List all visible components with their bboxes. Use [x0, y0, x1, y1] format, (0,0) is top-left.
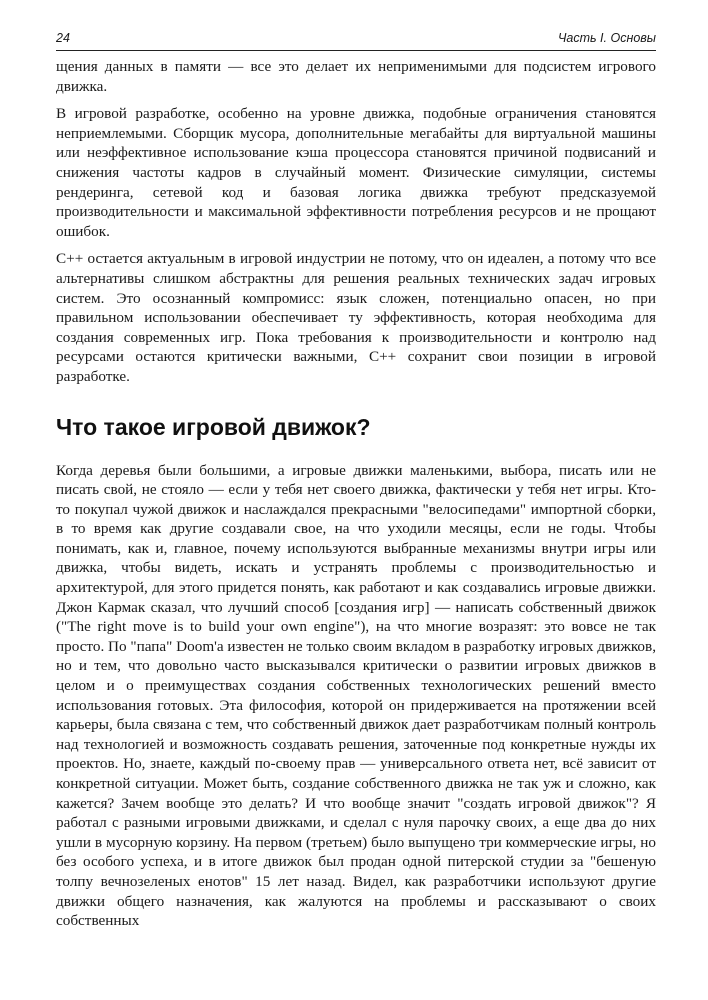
- section-heading: Что такое игровой движок?: [56, 413, 371, 440]
- running-header: [56, 28, 656, 51]
- paragraph: Когда деревья были большими, а игровые движки маленькими, выбора, писать или не писать свой, не стояло — если у тебя нет своего движка, фактически у тебя нет игры. Кто-то покупал чужой движок и наслаждался прекрасными "велосипедами" импортной сборки, в то время как другие создавали свое, на что уходили месяцы, если не годы. Чтобы понимать, как и, главное, почему используются выбранные механизмы внутри игры или движка, чтобы видеть, искать и устранять проблемы с производительностью и архитектурой, для этого придется понять, как работают и как создавались игровые движки. Джон Кармак сказал, что лучший способ [создания игр] — написать собственный движок ("The right move is to build your own engine"), на что многие возразят: это вовсе не так просто. По "папа" Doom'а известен не только своим вкладом в разработку игровых движков, но и тем, что довольно часто высказывался критически о развитии игровых движков в целом и о преимуществах создания собственных технологических решений вместо использования готовых. Эта философия, которой он придерживается на протяжении всей карьеры, была связана с тем, что собственный движок дает разработчикам полный контроль над технологией и возможность создавать решения, заточенные под конкретные нужды их проектов. Но, знаете, каждый по-своему прав — универсального ответа нет, всё зависит от конкретной ситуации. Может быть, создание собственного движка не так уж и сложно, как кажется? Зачем вообще это делать? И что вообще значит "создать игровой движок"? Я работал с разными игровыми движками, и сделал с нуля парочку своих, а еще два до них ушли в мусорную корзину. На первом (третьем) было выпущено три коммерческие игры, но без особого успеха, и в итоге движок был продан одной питерской студии за "бешеную толпу вечнозеленых енотов" 15 лет назад. Видел, как разработчики используют другие движки общего назначения, как жалуются на проблемы и рассказывают о своих собственных: [56, 461, 656, 930]
- part-title: Часть I. Основы: [557, 31, 656, 45]
- body-text: [56, 57, 656, 931]
- book-page: [56, 28, 656, 939]
- paragraph: С++ остается актуальным в игровой индустрии не потому, что он идеален, а потому что все альтернативы слишком абстрактны для решения реальных технических задач игровых систем. Это осознанный компромисс: язык сложен, потенциально опасен, но при правильном использовании обеспечивает ту эффективность, которая необходима для создания современных игр. Пока требования к производительности и контролю над ресурсами остаются критически важными, С++ сохранит свои позиции в игровой разработке.: [56, 250, 656, 385]
- paragraph: В игровой разработке, особенно на уровне движка, подобные ограничения становятся неприемлемыми. Сборщик мусора, дополнительные мегабайты для виртуальной машины или неэффективное использование кэша процессора становятся причиной подвисаний и снижения частоты кадров в случайный момент. Физические симуляции, системы рендеринга, сетевой код и базовая логика движка требуют предсказуемой производительности и максимальной эффективности потребления ресурсов и не прощают ошибок.: [56, 105, 656, 240]
- page-number: 24: [56, 31, 70, 45]
- paragraph: щения данных в памяти — все это делает их неприменимыми для подсистем игрового движка.: [56, 58, 656, 95]
